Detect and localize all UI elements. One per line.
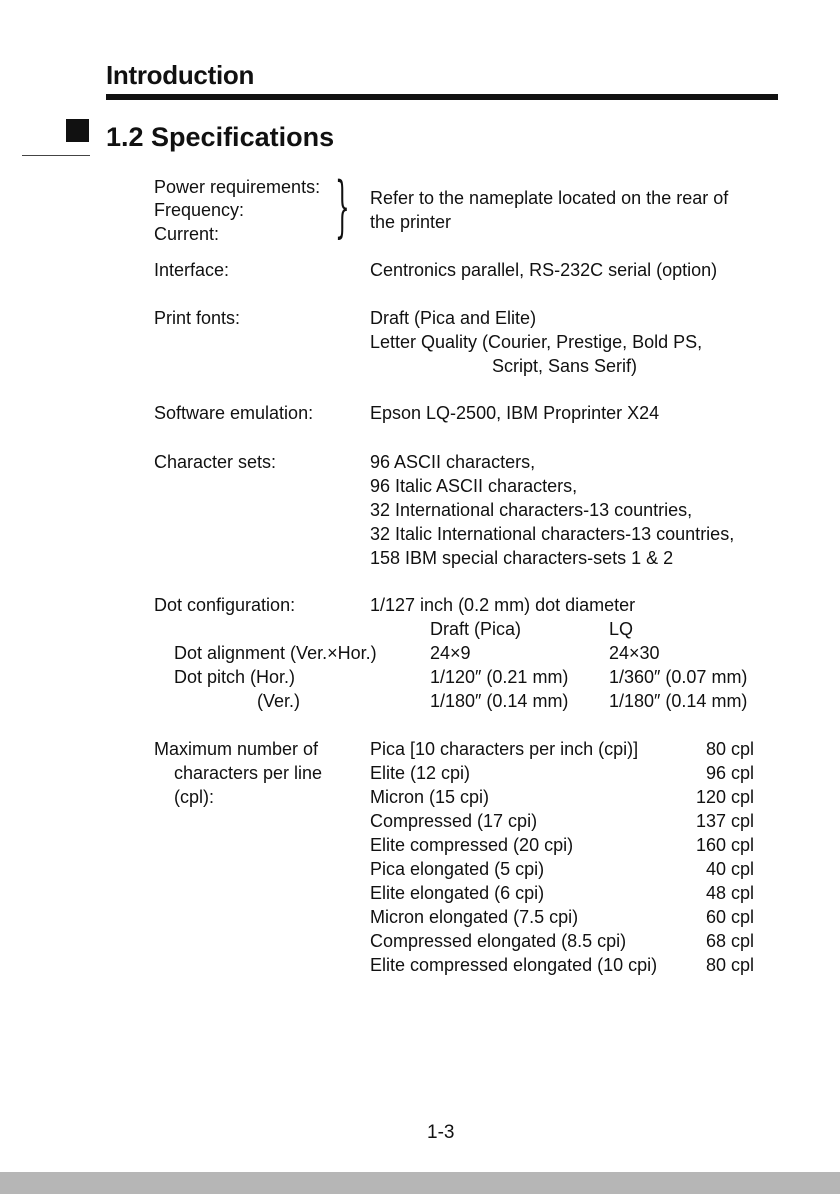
cpl-value: 60 cpl (705, 907, 754, 927)
cpl-value: 96 cpl (705, 763, 754, 783)
power-value-line: Refer to the nameplate located on the rear of (370, 188, 729, 208)
dot-pitch-hor-lq: 1/360″ (0.07 mm) (609, 667, 748, 687)
lq-column-header: LQ (609, 619, 634, 639)
interface-value: Centronics parallel, RS-232C serial (option) (370, 260, 718, 280)
cpl-value: 40 cpl (705, 859, 754, 879)
print-fonts-line: Draft (Pica and Elite) (370, 308, 537, 328)
margin-line (22, 155, 90, 156)
brace-icon: } (335, 168, 350, 245)
cpl-value: 80 cpl (705, 955, 754, 975)
dot-alignment-draft: 24×9 (430, 643, 471, 663)
cpl-mode: Micron elongated (7.5 cpi) (370, 907, 579, 927)
print-fonts-line: Script, Sans Serif) (492, 356, 638, 376)
cpl-value: 48 cpl (705, 883, 754, 903)
scan-footer-bar (0, 1172, 840, 1194)
dot-pitch-ver-label: (Ver.) (257, 691, 301, 711)
dot-pitch-ver-draft: 1/180″ (0.14 mm) (430, 691, 569, 711)
page-number: 1-3 (427, 1122, 455, 1143)
frequency-label: Frequency: (154, 200, 245, 220)
cpl-mode: Elite (12 cpi) (370, 763, 471, 783)
cpl-value: 80 cpl (705, 739, 754, 759)
heading-rule (106, 94, 778, 100)
max-chars-label: (cpl): (174, 787, 214, 807)
draft-column-header: Draft (Pica) (430, 619, 522, 639)
character-set-line: 96 Italic ASCII characters, (370, 476, 578, 496)
software-emulation-label: Software emulation: (154, 403, 314, 423)
print-fonts-label: Print fonts: (154, 308, 241, 328)
cpl-mode: Elite compressed (20 cpi) (370, 835, 574, 855)
power-requirements-label: Power requirements: (154, 177, 321, 197)
character-sets-label: Character sets: (154, 452, 277, 472)
cpl-mode: Compressed elongated (8.5 cpi) (370, 931, 627, 951)
character-set-line: 32 Italic International characters-13 countries, (370, 524, 735, 544)
character-set-line: 32 International characters-13 countries, (370, 500, 693, 520)
cpl-value: 68 cpl (705, 931, 754, 951)
dot-configuration-label: Dot configuration: (154, 595, 296, 615)
cpl-mode: Pica elongated (5 cpi) (370, 859, 545, 879)
interface-label: Interface: (154, 260, 230, 280)
software-emulation-value: Epson LQ-2500, IBM Proprinter X24 (370, 403, 660, 423)
character-set-line: 158 IBM special characters-sets 1 & 2 (370, 548, 674, 568)
max-chars-label: characters per line (174, 763, 323, 783)
cpl-value: 137 cpl (695, 811, 754, 831)
dot-pitch-ver-lq: 1/180″ (0.14 mm) (609, 691, 748, 711)
cpl-mode: Compressed (17 cpi) (370, 811, 538, 831)
chapter-heading: Introduction (106, 60, 255, 90)
cpl-mode: Pica [10 characters per inch (cpi)] (370, 739, 639, 759)
section-marker-icon (66, 119, 89, 142)
cpl-mode: Elite elongated (6 cpi) (370, 883, 545, 903)
dot-configuration-value: 1/127 inch (0.2 mm) dot diameter (370, 595, 636, 615)
character-set-line: 96 ASCII characters, (370, 452, 536, 472)
power-value-line: the printer (370, 212, 452, 232)
current-label: Current: (154, 224, 220, 244)
dot-alignment-lq: 24×30 (609, 643, 660, 663)
cpl-mode: Elite compressed elongated (10 cpi) (370, 955, 658, 975)
cpl-value: 160 cpl (695, 835, 754, 855)
cpl-value: 120 cpl (695, 787, 754, 807)
dot-pitch-hor-draft: 1/120″ (0.21 mm) (430, 667, 569, 687)
dot-alignment-label: Dot alignment (Ver.×Hor.) (174, 643, 377, 663)
section-title: 1.2 Specifications (106, 122, 335, 152)
dot-pitch-hor-label: Dot pitch (Hor.) (174, 667, 296, 687)
cpl-mode: Micron (15 cpi) (370, 787, 490, 807)
max-chars-label: Maximum number of (154, 739, 319, 759)
print-fonts-line: Letter Quality (Courier, Prestige, Bold PS, (370, 332, 703, 352)
